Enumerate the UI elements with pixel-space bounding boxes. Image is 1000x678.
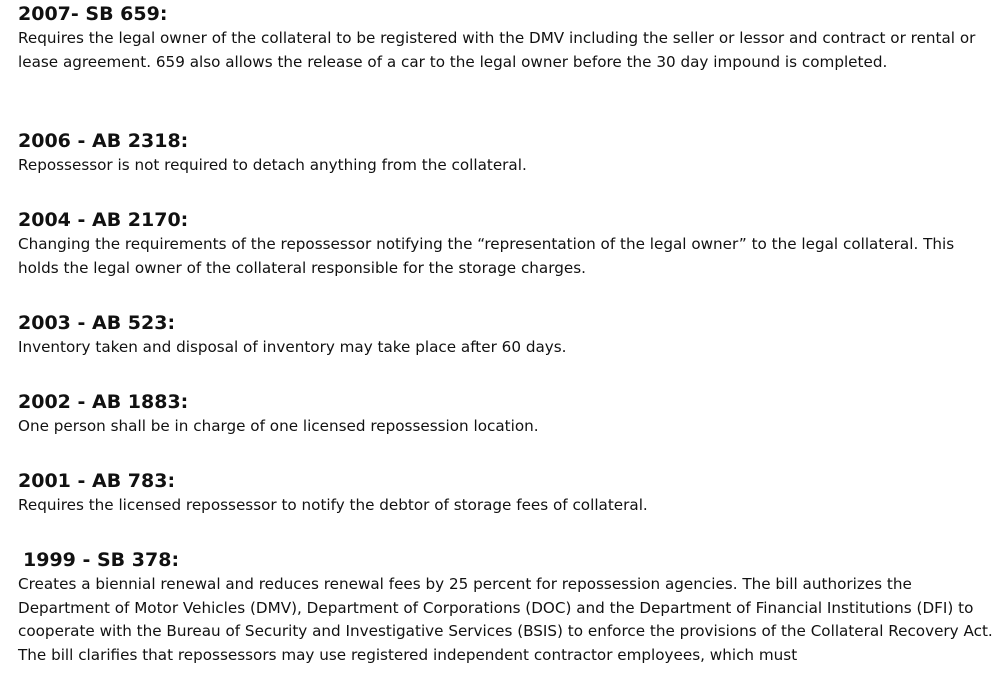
entry-heading: 2001 - AB 783: xyxy=(18,470,176,492)
entry-description: Inventory taken and disposal of inventory may take place after 60 days. xyxy=(18,338,567,356)
entry-heading: 2002 - AB 1883: xyxy=(18,391,189,413)
entry-description: Creates a biennial renewal and reduces renewal fees by 25 percent for repossession agencies. The bill authorizes the Department of Motor Vehicles (DMV), Department of Corporations (DOC) and the Department of Financial Institutions (DFI) to cooperate with the Bureau of Security and Investigative Services (BSIS) to enforce the provisions of the Collateral Recovery Act. The bill clarifies that repossessors may use registered independent contractor employees, which must xyxy=(18,575,993,664)
entry-1999-sb-378 xyxy=(18,548,993,667)
entry-heading: 1999 - SB 378: xyxy=(23,549,180,571)
entry-2004-ab-2170 xyxy=(18,208,993,280)
entry-2006-ab-2318 xyxy=(18,129,993,178)
entry-heading: 2003 - AB 523: xyxy=(18,312,176,334)
entry-2002-ab-1883 xyxy=(18,390,993,439)
entry-2007-sb-659 xyxy=(18,2,993,74)
entry-heading: 2004 - AB 2170: xyxy=(18,209,189,231)
entry-description: Changing the requirements of the repossessor notifying the “representation of the legal owner” to the legal collateral. This holds the legal owner of the collateral responsible for the storage charges. xyxy=(18,235,955,277)
entry-description: Repossessor is not required to detach anything from the collateral. xyxy=(18,156,527,174)
entry-description: One person shall be in charge of one licensed repossession location. xyxy=(18,417,539,435)
entry-heading: 2006 - AB 2318: xyxy=(18,130,189,152)
entry-2003-ab-523 xyxy=(18,311,993,360)
entry-2001-ab-783 xyxy=(18,469,993,518)
entry-description: Requires the legal owner of the collateral to be registered with the DMV including the seller or lessor and contract or rental or lease agreement. 659 also allows the release of a car to the legal owner before the 30 day impound is completed. xyxy=(18,29,976,71)
entry-description: Requires the licensed repossessor to notify the debtor of storage fees of collateral. xyxy=(18,496,648,514)
entry-heading: 2007- SB 659: xyxy=(18,3,168,25)
